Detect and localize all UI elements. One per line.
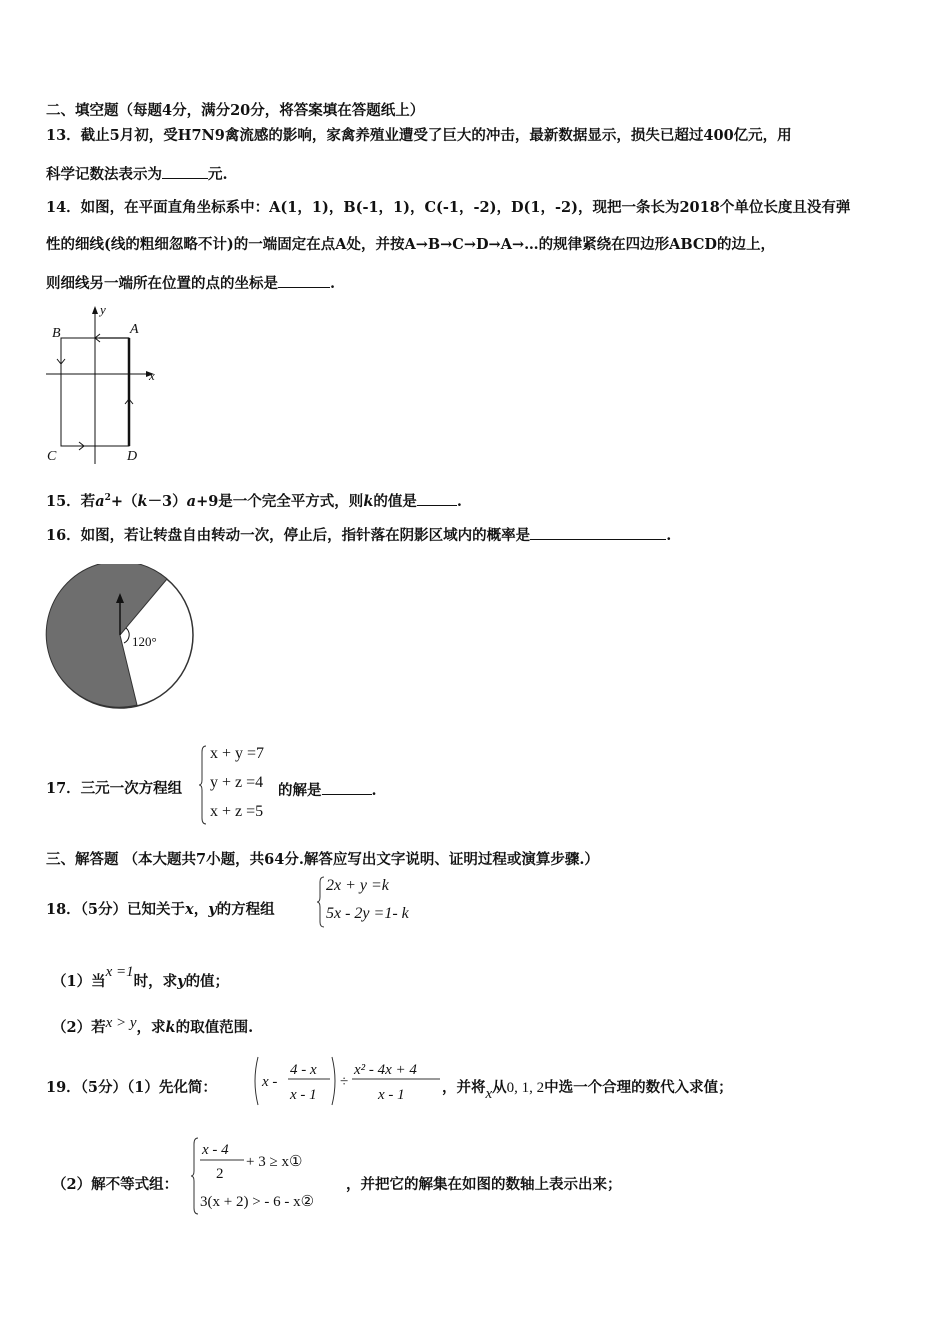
label-c: C <box>47 449 57 464</box>
frac2-denominator: x - 1 <box>378 1087 405 1103</box>
q16-answer-blank <box>530 527 666 540</box>
q15-var-k: k <box>137 493 148 510</box>
q15-square: 2 <box>104 493 111 504</box>
label-d: D <box>127 449 138 464</box>
q19-var-x: x <box>485 1086 493 1102</box>
q14-line3 <box>46 275 335 292</box>
q19-brace <box>190 1136 200 1216</box>
q17-post <box>278 782 377 799</box>
q16-text: 16．如图，若让转盘自由转动一次，停止后，指针落在阴影区域内的概率是 <box>46 527 531 544</box>
q19-mid: ，并将 <box>442 1079 486 1096</box>
label-x: x <box>149 368 155 383</box>
q15-line <box>46 493 462 510</box>
q16-end: . <box>666 527 672 544</box>
q18-var-y: y <box>208 901 217 918</box>
q13-line2 <box>46 166 228 183</box>
ineq1-rest: + 3 ≥ x① <box>246 1154 303 1170</box>
q18-p1-mid: 时，求 <box>133 973 178 990</box>
q18-part2 <box>52 1015 254 1036</box>
section-3-heading: 三、解答题 （本大题共7小题，共64分.解答应写出文字说明、证明过程或演算步骤.） <box>46 851 599 868</box>
ineq1-denominator: 2 <box>216 1166 224 1182</box>
q18-p2-condition: x > y <box>105 1015 137 1031</box>
q18-p1-end: 的值； <box>185 973 230 990</box>
q18-sep: ， <box>193 901 209 918</box>
q17-eq2: y + z =4 <box>210 774 264 791</box>
frac1-denominator: x - 1 <box>290 1087 317 1103</box>
q18-p1-pre: （1）当 <box>52 973 106 990</box>
q18-p2-pre: （2）若 <box>52 1019 106 1036</box>
q18-post: 的方程组 <box>216 901 275 918</box>
y-axis-arrow <box>92 306 98 314</box>
q19-part2-post: ，并把它的解集在如图的数轴上表示出来； <box>346 1176 622 1193</box>
expr-x-minus: x - <box>262 1074 278 1090</box>
q18-p2-end: 的取值范围. <box>175 1019 254 1036</box>
angle-label: 120° <box>132 634 157 649</box>
q15-post: 的值是 <box>373 493 417 510</box>
q18-part1 <box>52 964 230 990</box>
q15-var-k2: k <box>363 493 374 510</box>
q18-pre: 18．（5分）已知关于 <box>46 901 186 918</box>
q18-p1-condition: x =1 <box>105 964 134 980</box>
q18-eq1: 2x + y =k <box>326 877 389 894</box>
frac2-numerator: x² - 4x + 4 <box>354 1062 417 1078</box>
q14-answer-blank <box>278 275 330 288</box>
q18-brace <box>316 875 326 929</box>
q17-eq1: x + y =7 <box>210 745 265 762</box>
q15-prefix: 15．若 <box>46 493 96 510</box>
ineq2: 3(x + 2) > - 6 - x② <box>200 1194 315 1210</box>
q19-expression <box>250 1055 450 1107</box>
q13-line1: 13．截止5月初，受H7N9禽流感的影响，家禽养殖业遭受了巨大的冲击，最新数据显示，损失已超过400亿元，用 <box>46 127 792 144</box>
q17-end: . <box>371 782 377 799</box>
q18-prefix <box>46 903 275 918</box>
q15-mid1: +（ <box>110 493 138 510</box>
q15-mid2: －3） <box>147 493 187 510</box>
q18-p2-var-k: k <box>165 1019 176 1036</box>
right-paren <box>332 1057 335 1105</box>
q16-line <box>46 527 671 544</box>
q19-from: 从 <box>492 1079 507 1096</box>
q17-post-text: 的解是 <box>278 782 322 799</box>
q13-line2-text: 科学记数法表示为 <box>46 166 162 183</box>
q14-line3-end: . <box>330 275 336 292</box>
frac1-numerator: 4 - x <box>290 1062 317 1078</box>
q17-eq3: x + z =5 <box>210 803 264 820</box>
q14-line3-text: 则细线另一端所在位置的点的坐标是 <box>46 275 278 292</box>
q15-end: . <box>456 493 462 510</box>
q19-inequalities <box>200 1136 350 1216</box>
label-y: y <box>100 302 106 317</box>
q13-line2-end: 元. <box>208 166 228 183</box>
divide-sign: ÷ <box>340 1074 349 1090</box>
q15-var-a: a <box>95 493 105 510</box>
q17-brace <box>198 744 208 826</box>
label-a: A <box>130 322 139 337</box>
q18-var-x: x <box>185 901 194 918</box>
q17-prefix: 17．三元一次方程组 <box>46 780 183 797</box>
q18-p1-var-y: y <box>177 973 186 990</box>
q19-part2-prefix: （2）解不等式组： <box>52 1176 179 1193</box>
q17-answer-blank <box>322 782 372 795</box>
section-2-heading: 二、填空题（每题4分，满分20分，将答案填在答题纸上） <box>46 102 425 119</box>
q18-p2-mid: ，求 <box>136 1019 166 1036</box>
q19-line-rest <box>442 1079 733 1102</box>
q14-coordinate-figure <box>38 302 168 468</box>
q18-eq2: 5x - 2y =1- k <box>326 905 409 922</box>
q13-answer-blank <box>162 166 208 179</box>
q15-var-a2: a <box>186 493 197 510</box>
q15-mid3: +9是一个完全平方式，则 <box>196 493 364 510</box>
q14-line1: 14．如图，在平面直角坐标系中：A(1，1)，B(-1，1)，C(-1，-2)，D(1，-2)，现把一条长为2018个单位长度且没有弹 <box>46 199 851 216</box>
q16-spinner-figure <box>44 564 198 710</box>
q15-answer-blank <box>417 493 457 506</box>
q19-prefix: 19．（5分）（1）先化简： <box>46 1079 217 1096</box>
label-b: B <box>52 326 61 341</box>
ineq1-numerator: x - 4 <box>202 1142 229 1158</box>
q19-post: 中选一个合理的数代入求值； <box>544 1079 733 1096</box>
q19-set: 0, 1, 2 <box>506 1080 545 1096</box>
left-paren <box>255 1057 258 1105</box>
q14-line2: 性的细线(线的粗细忽略不计)的一端固定在点A处，并按A→B→C→D→A→…的规律紧绕在四边形ABCD的边上， <box>46 236 775 253</box>
